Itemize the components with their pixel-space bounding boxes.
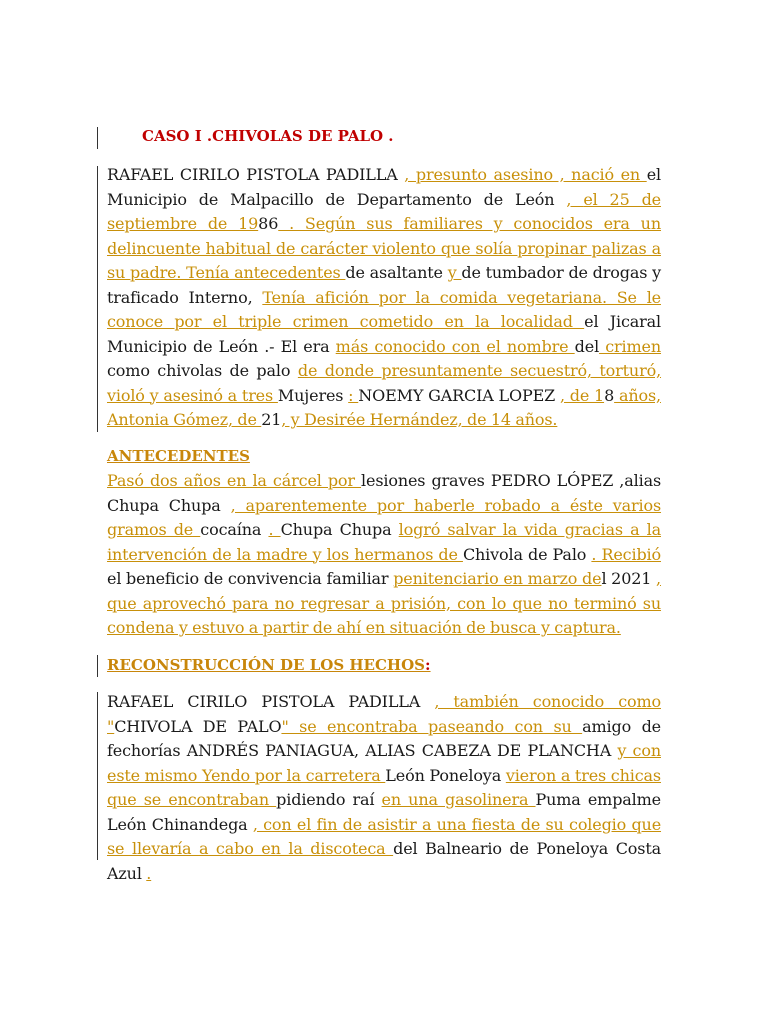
body-text: cocaína bbox=[200, 520, 269, 539]
body-text: León Poneloya bbox=[385, 765, 506, 785]
tracked-change-text: " se encontraba paseando con su bbox=[281, 716, 583, 736]
tracked-change-text: , y Desirée Hernández, de 14 años. bbox=[281, 410, 558, 429]
tracked-change-text: . Recibió bbox=[591, 544, 661, 564]
paragraph-intro bbox=[107, 163, 661, 433]
body-text: 8 bbox=[604, 385, 615, 405]
tracked-change-text: . Según sus familiares y conocidos era un delincuente habitual de carácter violento que solía propinar palizas a su padre. Tenía antecedentes bbox=[107, 214, 661, 282]
body-text: CHIVOLA DE PALO bbox=[114, 716, 282, 736]
body-text: de asaltante bbox=[345, 263, 448, 282]
tracked-change-text: crimen bbox=[599, 336, 662, 356]
tracked-change-text: . bbox=[146, 863, 152, 883]
body-text: Mujeres bbox=[277, 385, 349, 405]
body-text: pidiendo raí bbox=[276, 790, 382, 809]
body-text: Chupa Chupa bbox=[280, 520, 399, 539]
antecedentes-heading: ANTECEDENTES bbox=[107, 447, 250, 465]
margin-change-bar bbox=[97, 692, 98, 860]
tracked-change-text: Pasó dos años en la cárcel por bbox=[107, 471, 362, 490]
tracked-change-text: y con este mismo bbox=[107, 741, 661, 785]
tracked-change-text: : bbox=[348, 385, 359, 405]
paragraph-antecedentes bbox=[107, 469, 661, 641]
tracked-change-text: de donde presuntamente secuestró, torturó, violó y asesinó a tres bbox=[107, 361, 662, 405]
reconstruccion-heading-colon: : bbox=[425, 656, 431, 674]
body-text: NOEMY GARCIA LOPEZ bbox=[358, 385, 560, 405]
body-text: RAFAEL CIRILO PISTOLA PADILLA bbox=[107, 165, 405, 184]
tracked-change-text: , bbox=[566, 189, 584, 209]
tracked-change-text: y bbox=[447, 263, 462, 282]
body-text: l 2021 bbox=[601, 569, 657, 588]
tracked-change-text: años, Antonia Gómez, de bbox=[107, 385, 661, 429]
tracked-change-text: vieron a tres chicas que se encontraban bbox=[107, 765, 661, 809]
tracked-change-text: penitenciario en marzo de bbox=[393, 569, 602, 588]
body-text: el beneficio de convivencia familiar bbox=[107, 569, 394, 588]
body-text: del Balneario de Poneloya Costa Azul bbox=[107, 839, 661, 883]
tracked-change-text: el 25 de septiembre de 19 bbox=[107, 189, 661, 233]
tracked-change-text: , de 1 bbox=[559, 385, 605, 405]
body-text: amigo de fechorías ANDRÉS PANIAGUA, ALIAS CABEZA DE PLANCHA bbox=[107, 716, 661, 760]
paragraph-reconstruccion bbox=[107, 690, 661, 886]
tracked-change-text: , que aprovechó para no regresar a prisión, con lo que no terminó su condena y estuvo a partir de ahí en situación de busca y captura. bbox=[107, 569, 661, 637]
body-text: del bbox=[574, 336, 600, 356]
body-text: 21 bbox=[261, 410, 282, 429]
tracked-change-text: , aparentemente por haberle robado a éste varios gramos de bbox=[107, 495, 662, 539]
reconstruccion-heading bbox=[107, 656, 431, 674]
tracked-change-text: Yendo por la carretera bbox=[201, 765, 386, 785]
case-title: CASO I .CHIVOLAS DE PALO . bbox=[142, 127, 394, 145]
margin-change-bar bbox=[97, 655, 98, 677]
tracked-change-text: . bbox=[268, 520, 281, 539]
tracked-change-text: , con el fin de asistir a una fiesta de su colegio que se llevaría a cabo en la discoteca bbox=[107, 814, 662, 858]
tracked-change-text: en una gasolinera bbox=[381, 790, 536, 809]
body-text: como chivolas de palo bbox=[107, 361, 298, 380]
body-text: RAFAEL CIRILO PISTOLA PADILLA bbox=[107, 692, 435, 711]
body-text: lesiones graves bbox=[361, 471, 491, 490]
tracked-change-text: logró salvar la vida gracias a la intervención de la madre y los hermanos de bbox=[107, 520, 661, 564]
body-text: el Municipio de Malpacillo de Departamento de León bbox=[107, 165, 661, 209]
body-text: de tumbador de drogas y traficado Interno, bbox=[107, 263, 661, 307]
reconstruccion-heading-text: RECONSTRUCCIÓN DE LOS HECHOS bbox=[107, 656, 425, 674]
margin-change-bar bbox=[97, 127, 98, 149]
tracked-change-text: , también conocido como " bbox=[107, 692, 661, 736]
body-text: Chivola de Palo bbox=[462, 544, 592, 564]
tracked-change-text: más conocido con el nombre bbox=[335, 336, 575, 356]
body-text: Puma empalme León Chinandega bbox=[107, 790, 661, 834]
body-text: PEDRO LÓPEZ ,alias Chupa Chupa bbox=[107, 471, 662, 515]
tracked-change-text: Tenía afición por la comida vegetariana. Se le conoce por el triple crimen cometido en la localidad bbox=[107, 287, 661, 331]
tracked-change-text: , presunto asesino , nació en bbox=[404, 165, 647, 184]
body-text: el Jicaral Municipio de León .- El era bbox=[107, 312, 661, 356]
margin-change-bar bbox=[97, 166, 98, 432]
body-text: 86 bbox=[258, 214, 279, 233]
